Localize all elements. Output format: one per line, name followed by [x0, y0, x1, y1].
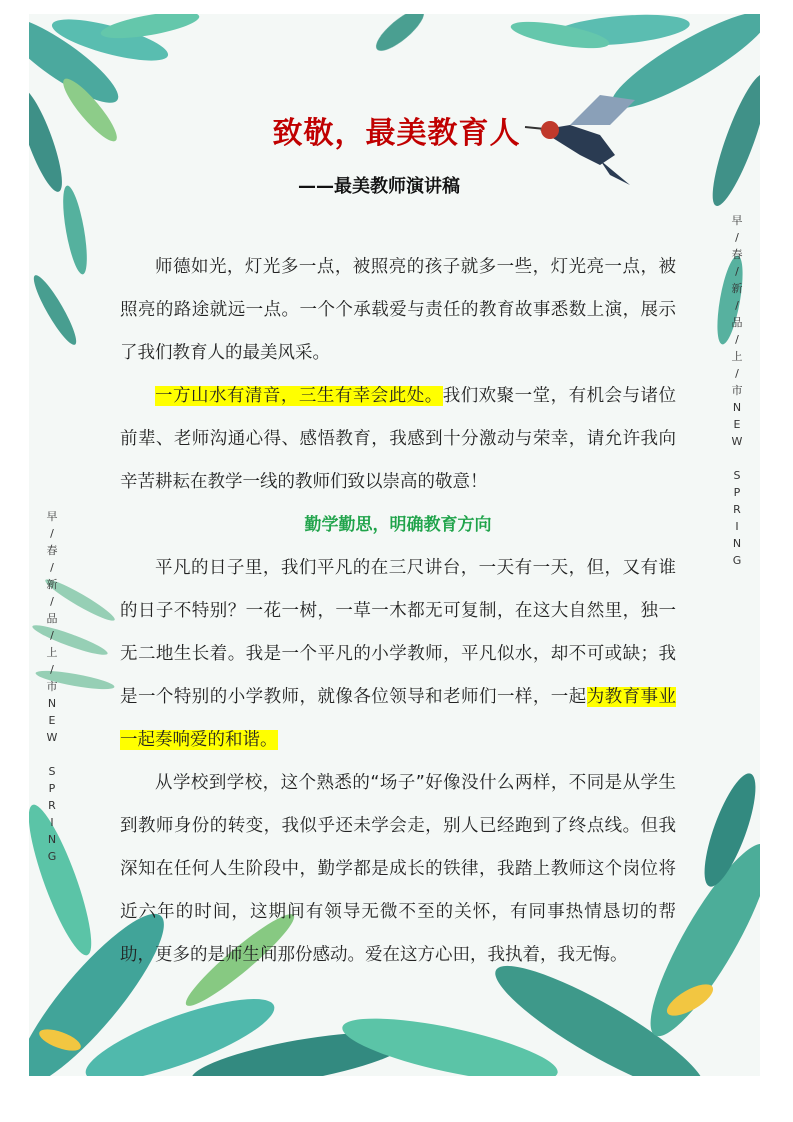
vertical-char: / [50, 595, 54, 608]
vertical-char: R [733, 503, 741, 516]
section-heading: 勤学勤思，明确教育方向 [304, 515, 492, 535]
vertical-char: 早 [731, 214, 743, 227]
vertical-char: 品 [731, 316, 743, 329]
vertical-char: 春 [46, 544, 58, 557]
highlighted-phrase: 一方山水有清音，三生有幸会此处。 [155, 386, 443, 406]
vertical-char: / [50, 663, 54, 676]
page-subtitle: ——最美教师演讲稿 [298, 176, 460, 197]
paragraph-3-start: 平凡的日子里，我们平凡的在三尺讲台，一天有一天，但，又有谁的日子不特别？一花一树，一草一木都无可复制，在这大自然里，独一无二地生长着。我是一个平凡的小学教师，平凡似水，却不可或缺；我是一个特别的小学教师，就像各位领导和老师们一样，一起 [120, 558, 676, 707]
vertical-char: N [732, 537, 742, 550]
vertical-char: / [50, 527, 54, 540]
vertical-char: 早 [46, 510, 58, 523]
vertical-char: P [48, 782, 56, 795]
vertical-char: 新 [731, 282, 743, 295]
vertical-char: G [732, 554, 742, 567]
vertical-char: N [732, 401, 742, 414]
vertical-char [45, 746, 59, 763]
vertical-char: 市 [731, 384, 743, 397]
vertical-char: 上 [46, 646, 58, 659]
vertical-char: 春 [731, 248, 743, 261]
vertical-char: S [733, 469, 741, 482]
vertical-char: / [735, 333, 739, 346]
vertical-char: W [731, 435, 743, 448]
vertical-tagline-left [45, 508, 59, 865]
vertical-char: P [733, 486, 741, 499]
vertical-char: 上 [731, 350, 743, 363]
left-fern [30, 575, 117, 693]
paragraph-3 [120, 547, 676, 762]
vertical-char: / [50, 629, 54, 642]
vertical-char: W [46, 731, 58, 744]
vertical-char: E [733, 418, 741, 431]
paragraph-1: 师德如光，灯光多一点，被照亮的孩子就多一些，灯光亮一点，被照亮的路途就远一点。一个个承载爱与责任的教育故事悉数上演，展示了我们教育人的最美风采。 [120, 257, 676, 363]
vertical-char: / [735, 265, 739, 278]
vertical-char: I [735, 520, 739, 533]
paragraph-2-rest: 我们欢聚一堂，有机会与诸位前辈、老师沟通心得、感悟教育，我感到十分激动与荣幸，请允许我向辛苦耕耘在教学一线的教师们致以崇高的敬意！ [120, 386, 677, 492]
vertical-char: I [50, 816, 54, 829]
vertical-tagline-right [730, 212, 744, 569]
vertical-char [730, 450, 744, 467]
vertical-char: G [47, 850, 57, 863]
speech-body [120, 246, 676, 977]
vertical-char: E [48, 714, 56, 727]
highlighted-phrase-2: 为教育事业一起奏响爱的和谐。 [120, 687, 677, 750]
vertical-char: N [47, 833, 57, 846]
vertical-char: / [735, 367, 739, 380]
vertical-char: N [47, 697, 57, 710]
vertical-char: R [48, 799, 56, 812]
vertical-char: / [735, 231, 739, 244]
paragraph-4: 从学校到学校，这个熟悉的“场子”好像没什么两样，不同是从学生到教师身份的转变，我似乎还未学会走，别人已经跑到了终点线。但我深知在任何人生阶段中，勤学都是成长的铁律，我踏上教师这个岗位将近六年的时间，这期间有领导无微不至的关怀，有同事热情恳切的帮助，更多的是师生间那份感动。爱在这方心田，我执着，我无悔。 [120, 773, 676, 965]
vertical-char: / [50, 561, 54, 574]
vertical-char: 新 [46, 578, 58, 591]
vertical-char: S [48, 765, 56, 778]
vertical-char: 市 [46, 680, 58, 693]
vertical-char: / [735, 299, 739, 312]
paragraph-2 [120, 375, 676, 504]
vertical-char: 品 [46, 612, 58, 625]
page-title: 致敬，最美教育人 [272, 116, 521, 151]
